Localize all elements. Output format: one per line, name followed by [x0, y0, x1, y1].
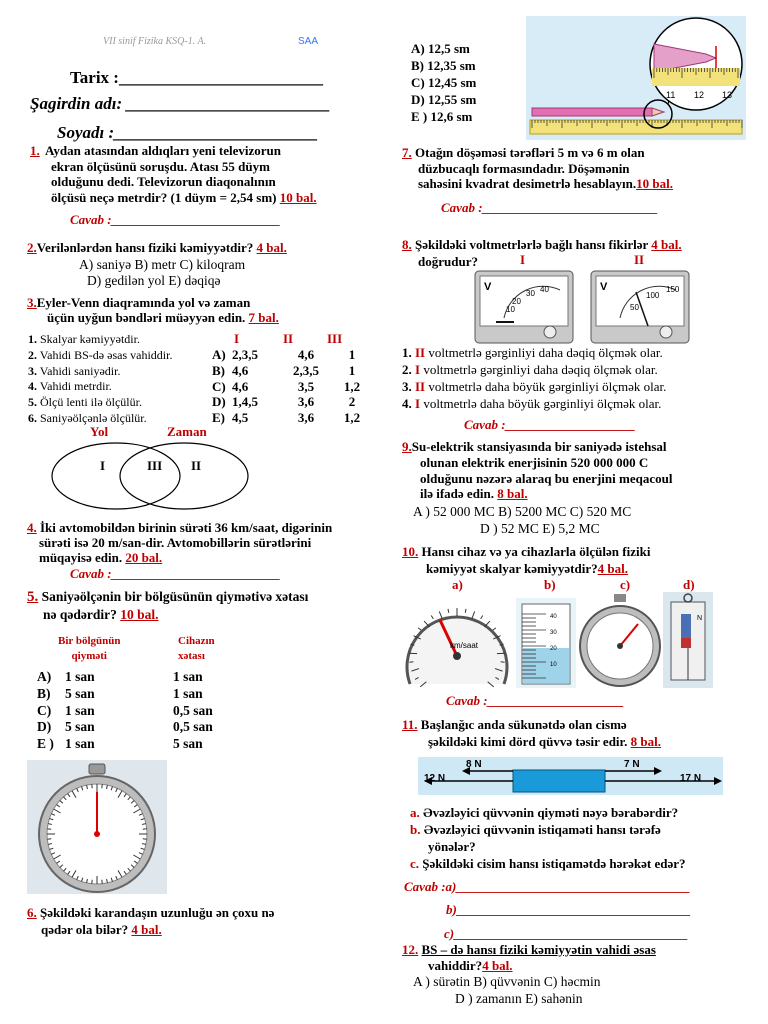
- q8-meter-i-label: I: [520, 252, 526, 267]
- q6-question: 6. Şəkildəki karandaşın uzunluğu ən çoxu nə qədər ola bilər? 4 bal.: [27, 905, 275, 937]
- q3-header-iii: III: [327, 331, 343, 346]
- voltmeter-i-image: [474, 270, 574, 344]
- q8-options: 1. II voltmetrlə gərginliyi daha dəqiq ölçmək olar. 2. I voltmetrlə gərginliyi daha dəqiq ölçmək olar. 3. II voltmetrlə daha böyük gərginliyi ölçmək olar. 4. I voltmetrlə daha böyük gərginliyi ölçmək olar.: [402, 345, 667, 411]
- speedometer-image: [402, 596, 512, 692]
- force-7n: 7 N: [624, 759, 640, 770]
- q5-options: A) 1 san 1 san B) 5 san 1 san C) 1 san 0,5 san D) 5 san 0,5 san E ) 1 san 5 san: [37, 669, 213, 752]
- svg-text:10: 10: [550, 662, 557, 668]
- q2-options-2: D) gedilən yol E) dəqiqə: [87, 273, 221, 288]
- q2-options-1: A) saniyə B) metr C) kiloqram: [79, 257, 246, 272]
- stopwatch-image: [27, 760, 167, 894]
- q10-label-b: b): [544, 577, 556, 592]
- q12-points: 4 bal.: [482, 957, 513, 973]
- header-right: SAA: [298, 36, 319, 47]
- svg-text:V: V: [600, 281, 608, 293]
- q7-points: 10 bal.: [636, 176, 673, 191]
- q1-number: 1.: [30, 143, 40, 158]
- q3-options-table: A) 2,3,5 4,6 1 B) 4,6 2,3,5 1 C) 4,6 3,5 1,2 D) 1,4,5 3,6 2 E) 4,5 3,6 1,2: [212, 347, 361, 426]
- svg-text:10: 10: [506, 305, 515, 314]
- svg-text:40: 40: [540, 285, 549, 294]
- q9-options-1: A ) 52 000 MC B) 5200 MC C) 520 MC: [413, 504, 632, 519]
- q10-label-a: a): [452, 577, 463, 592]
- q4-points: 20 bal.: [125, 550, 163, 565]
- q11-question: 11. Başlanğıc anda sükunətdə olan cismə şəkildəki kimi dörd qüvvə təsir edir. 8 bal.: [402, 717, 661, 749]
- q9-points: 8 bal.: [497, 486, 528, 502]
- beaker-image: [516, 598, 576, 688]
- surname-line: Soyadı :________________________: [57, 123, 319, 142]
- q12-options-2: D ) zamanın E) sahənin: [455, 991, 583, 1006]
- q7-answer: Cavab :___________________________: [441, 200, 659, 215]
- ruler-tick-13: 13: [722, 90, 733, 100]
- q8-meter-ii-label: II: [634, 252, 645, 267]
- force-12n: 12 N: [424, 773, 446, 784]
- q3-points: 7 bal.: [248, 310, 279, 325]
- q10-question: 10. Hansı cihaz və ya cihazlarla ölçülən fiziki kəmiyyət skalyar kəmiyyətdir?4 bal.: [402, 544, 651, 576]
- svg-text:N: N: [697, 615, 703, 622]
- date-line: Tarix :________________________: [70, 68, 323, 87]
- venn-circle-left: [52, 443, 180, 509]
- q7-question: 7. Otağın döşəməsi tərəfləri 5 m və 6 m olan düzbucaqlı formasındadır. Döşəmənin sahəsini kvadrat desimetrlə hesablayın.10 bal.: [402, 145, 673, 191]
- q11-points: 8 bal.: [630, 734, 661, 749]
- svg-text:30: 30: [550, 630, 557, 636]
- q6-options: A) 12,5 sm B) 12,35 sm C) 12,45 sm D) 12,55 sm E ) 12,6 sm: [411, 41, 477, 124]
- forces-diagram: [418, 757, 723, 795]
- svg-text:V: V: [484, 281, 492, 293]
- q5-question: 5. Saniyəölçənin bir bölgüsünün qiymətivə xətası nə qədərdir? 10 bal.: [27, 589, 309, 622]
- header-left: VII sinif Fizika KSQ-1. A.: [103, 36, 207, 47]
- venn-region-ii: II: [191, 458, 202, 473]
- svg-text:100: 100: [646, 291, 660, 300]
- q2-points: 4 bal.: [256, 240, 287, 255]
- q4-answer: Cavab :__________________________: [70, 566, 281, 581]
- pencil: [532, 108, 652, 116]
- venn-label-zaman: Zaman: [167, 424, 207, 439]
- q10-answer: Cavab :_____________________: [446, 693, 625, 708]
- speedometer-unit: km/saat: [450, 641, 479, 650]
- venn-region-iii: III: [147, 458, 163, 473]
- q5-col1-header: Bir bölgünün qiyməti: [58, 635, 121, 662]
- q3-statements: 1. Skalyar kəmiyyətdir. 2. Vahidi BS-də əsas vahiddir. 3. Vahidi saniyədir. 4. Vahidi metrdir. 5. Ölçü lenti ilə ölçülür. 6. Saniyəölçənlə ölçülür.: [28, 332, 173, 425]
- q11-answer-b: b)____________________________________: [446, 902, 691, 917]
- q1-text: Aydan atasından aldıqları yeni televizorun ekran ölçüsünü soruşdu. Atası 55 düym olduğunu dedi. Televizorun diaqonalının ölçüsü neçə metrdir? (1 düym = 2,54 sm) 10 bal.: [45, 143, 317, 205]
- svg-text:20: 20: [512, 297, 521, 306]
- q10-points: 4 bal.: [597, 561, 628, 576]
- venn-label-yol: Yol: [90, 424, 109, 439]
- q11-answer-a: Cavab :a)____________________________________: [404, 879, 691, 894]
- q10-label-c: c): [620, 577, 631, 592]
- svg-text:30: 30: [526, 289, 535, 298]
- q1-answer: Cavab :__________________________: [70, 212, 281, 227]
- venn-region-i: I: [100, 458, 106, 473]
- q2-question: 2.Verilənlərdən hansı fiziki kəmiyyətdir? 4 bal.: [27, 240, 287, 255]
- svg-text:50: 50: [630, 303, 639, 312]
- q5-col2-header: Cihazın xətası: [178, 635, 215, 662]
- q11-answer-c: c)____________________________________: [444, 926, 689, 941]
- force-17n: 17 N: [680, 773, 702, 784]
- q10-label-d: d): [683, 577, 695, 592]
- force-8n: 8 N: [466, 759, 482, 770]
- venn-circle-right: [120, 443, 248, 509]
- pencil-ruler-image: [526, 16, 746, 140]
- q3-question: 3.Eyler-Venn diaqramında yol və zaman üçün uyğun bəndləri müəyyən edin. 7 bal.: [27, 295, 279, 325]
- q4-question: 4. İki avtomobildən birinin sürəti 36 km/saat, digərinin sürəti isə 20 m/san-dir. Avtomobillərin sürətlərini müqayisə edin. 20 bal.: [27, 520, 333, 565]
- q8-question: 8. Şəkildəki voltmetrlərlə bağlı hansı fikirlər 4 bal. doğrudur?: [402, 237, 682, 269]
- stopwatch-small-image: [578, 594, 662, 690]
- q9-question: 9.Su-elektrik stansiyasında bir saniyədə istehsal olunan elektrik enerjisinin 520 000 000 C olduğunu nəzərə alaraq bu enerjini meqacoul ilə ifadə edin. 8 bal.: [402, 439, 673, 502]
- svg-text:20: 20: [550, 646, 557, 652]
- q3-header-i: I: [234, 331, 240, 346]
- ruler-tick-11: 11: [666, 90, 676, 100]
- name-line: Şagirdin adı: ________________________: [30, 94, 331, 113]
- q8-points: 4 bal.: [651, 237, 682, 252]
- ruler-tick-12: 12: [694, 90, 705, 100]
- q8-answer: Cavab :____________________: [464, 417, 636, 432]
- svg-text:150: 150: [666, 285, 680, 294]
- q3-header-ii: II: [283, 331, 294, 346]
- q5-points: 10 bal.: [120, 607, 159, 622]
- q12-options-1: A ) sürətin B) qüvvənin C) həcmin: [413, 974, 601, 989]
- q1-points: 10 bal.: [279, 189, 317, 205]
- svg-text:40: 40: [550, 614, 557, 620]
- q9-options-2: D ) 52 MC E) 5,2 MC: [480, 521, 600, 536]
- q11-subquestions: a. Əvəzləyici qüvvənin qiyməti nəyə bərabərdir? b. Əvəzləyici qüvvənin istiqaməti hansı tərəfə yönələr? c. Şəkildəki cisim hansı istiqamətdə hərəkət edər?: [410, 805, 686, 871]
- venn-diagram: [48, 440, 270, 512]
- q12-question: 12. BS – də hansı fiziki kəmiyyətin vahidi əsas vahiddir?4 bal.: [402, 942, 656, 973]
- dynamometer-image: [663, 592, 713, 688]
- voltmeter-ii-image: [590, 270, 690, 344]
- q6-points: 4 bal.: [131, 922, 162, 937]
